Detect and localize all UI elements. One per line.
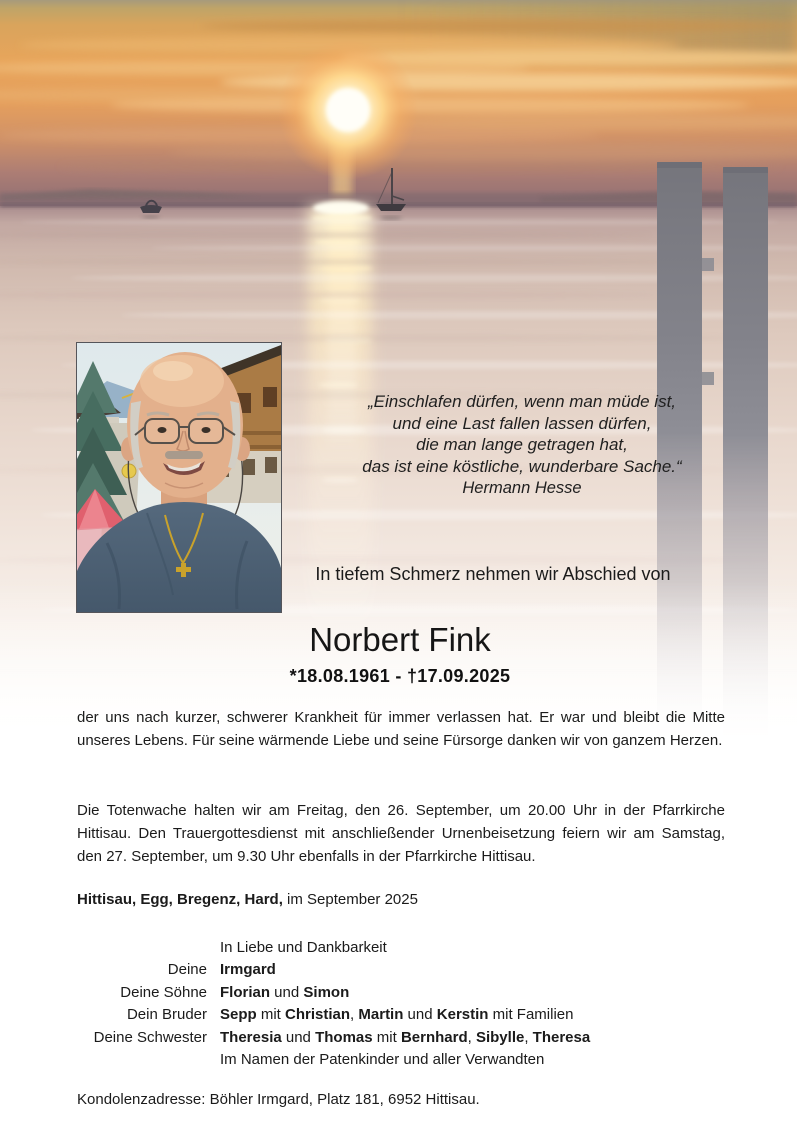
family-row (77, 1049, 737, 1071)
quote-author: Hermann Hesse (462, 479, 582, 497)
paragraph-services: Die Totenwache halten wir am Freitag, den 26. September, um 20.00 Uhr in der Pfarrkirche Hittisau. Den Trauergottesdienst mit anschließender Urnenbeisetzung feiern wir am Samstag, den 27. September, um 9.30 Uhr ebenfalls in der Pfarrkirche Hittisau. (77, 802, 725, 865)
family-relation-label: Dein Bruder (126, 1006, 207, 1024)
paragraph-illness: der uns nach kurzer, schwerer Krankheit für immer verlassen hat. Er war und bleibt die Mitte unseres Lebens. Für seine wärmende Liebe und seine Fürsorge danken wir von ganzem Herzen. (77, 709, 725, 749)
family-relation-label (77, 1049, 207, 1071)
quote-lines (292, 391, 752, 477)
deceased-name: Norbert Fink (309, 621, 491, 658)
family-relation-label: Deine Söhne (120, 983, 207, 1001)
family-row (77, 937, 737, 959)
portrait-photo (76, 342, 282, 613)
family-names: Im Namen der Patenkinder und aller Verwandten (220, 1051, 545, 1069)
family-names: Florian und Simon (220, 983, 350, 1001)
intro-line: In tiefem Schmerz nehmen wir Abschied von (315, 564, 671, 584)
family-names: In Liebe und Dankbarkeit (220, 939, 387, 956)
quote-line: das ist eine köstliche, wunderbare Sache.“ (362, 456, 682, 476)
quote-line: die man lange getragen hat, (416, 435, 628, 454)
dateline-date: im September 2025 (282, 891, 418, 908)
family-relation-label: Deine (167, 961, 207, 979)
family-row (77, 1027, 737, 1049)
dateline (77, 891, 725, 908)
family-list (77, 937, 737, 1071)
family-names: Theresia und Thomas mit Bernhard, Sibylle, Theresa (220, 1028, 591, 1046)
family-row (77, 959, 737, 981)
deceased-dates: *18.08.1961 - †17.09.2025 (289, 666, 511, 686)
family-row (77, 1004, 737, 1026)
quote-block (292, 391, 752, 500)
family-names: Irmgard (220, 961, 276, 979)
quote-line: und eine Last fallen lassen dürfen, (392, 413, 652, 433)
family-row (77, 982, 737, 1004)
family-names: Sepp mit Christian, Martin und Kerstin mit Familien (220, 1006, 574, 1024)
family-relation-label (77, 937, 207, 959)
condolence-address: Kondolenzadresse: Böhler Irmgard, Platz 181, 6952 Hittisau. (77, 1091, 480, 1108)
family-relation-label: Deine Schwester (93, 1028, 207, 1046)
quote-line: „Einschlafen dürfen, wenn man müde ist, (367, 392, 677, 411)
dateline-places: Hittisau, Egg, Bregenz, Hard, (77, 891, 283, 908)
